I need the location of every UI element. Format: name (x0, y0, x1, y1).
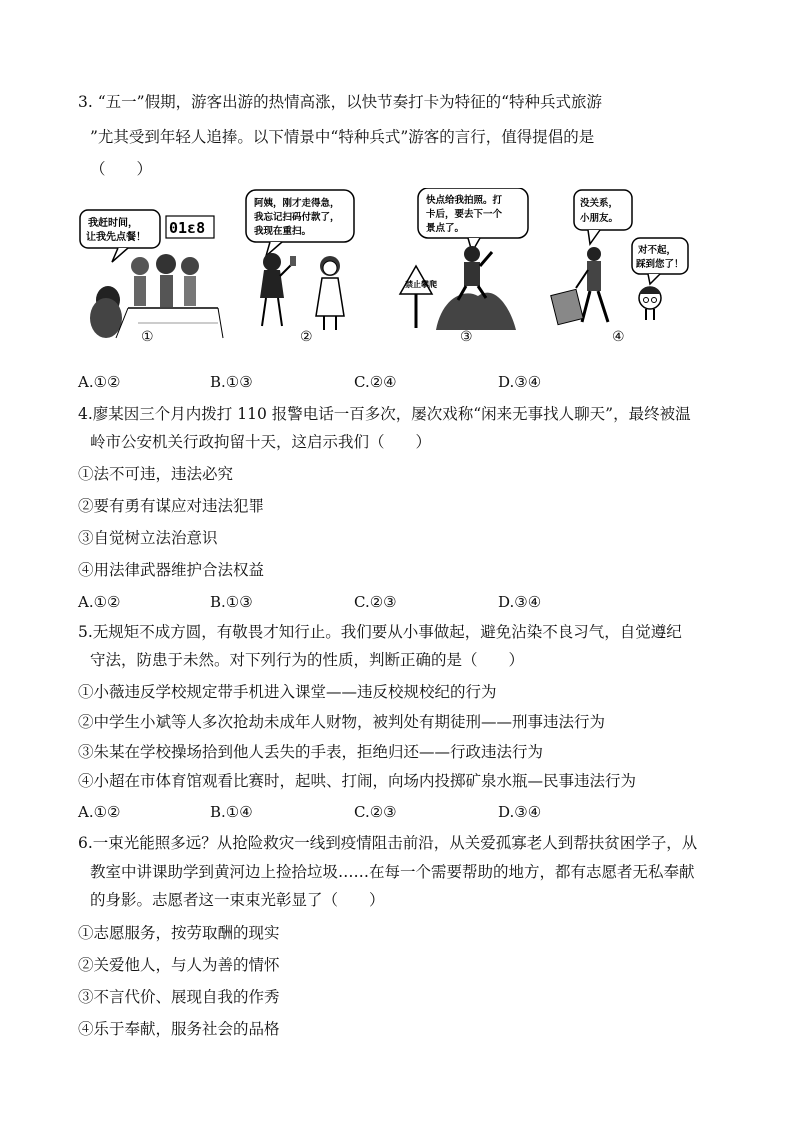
q3-stem-line-2: ”尤其受到年轻人追捧。以下情景中“特种兵式”游客的言行，值得提倡的是 (90, 128, 595, 146)
q3-panel-3-bubble-line-1: 快点给我拍照。打 (426, 195, 503, 206)
svg-text:01ε8: 01ε8 (169, 219, 206, 237)
q4-item-1: ①法不可违，违法必究 (78, 465, 234, 483)
q5-item-4: ④小超在市体育馆观看比赛时，起哄、打闹，向场内投掷矿泉水瓶—民事违法行为 (78, 772, 637, 790)
cartoon-restaurant-illustration (78, 188, 228, 348)
q5-choices (78, 802, 578, 822)
q5-stem-line-2: 守法，防患于未然。对下列行为的性质，判断正确的是（ ） (90, 651, 525, 669)
q3-choice-b[interactable]: B.①③ (210, 373, 253, 391)
q6-item-4: ④乐于奉献，服务社会的品格 (78, 1020, 280, 1038)
q3-panel-3-number: ③ (460, 329, 473, 345)
q3-cartoon-panel-4 (548, 188, 698, 348)
q3-panel-3-bubble-line-2: 卡后，要去下一个 (426, 209, 503, 220)
q5-choice-b[interactable]: B.①④ (210, 803, 253, 821)
q4-choice-d[interactable]: D.③④ (498, 593, 542, 611)
q6-item-1: ①志愿服务，按劳取酬的现实 (78, 924, 280, 942)
q3-cartoon-panel-1 (78, 188, 228, 348)
q3-choice-c[interactable]: C.②④ (354, 373, 397, 391)
q4-choice-a[interactable]: A.①② (78, 593, 121, 611)
q4-stem-line-1: 4.廖某因三个月内拨打 110 报警电话一百多次，屡次戏称“闲来无事找人聊天”，最终被温 (78, 405, 691, 423)
q3-panel-2-number: ② (300, 329, 313, 345)
q3-panel-4-bubble-line-1: 没关系， (580, 198, 619, 209)
q3-stem-line-1: 3. “五一”假期，游客出游的热情高涨，以快节奏打卡为特征的“特种兵式旅游 (78, 93, 602, 111)
q3-panel-2-bubble-line-1: 阿姨，刚才走得急， (254, 198, 340, 209)
q3-choice-a[interactable]: A.①② (78, 373, 121, 391)
cartoon-scan-payment-illustration (240, 188, 390, 348)
q3-panel-2-bubble-line-2: 我忘记扫码付款了， (254, 212, 340, 223)
q3-panel-4-bubble-line-2: 小朋友。 (580, 213, 619, 224)
q6-stem-line-3: 的身影。志愿者这一束束光彰显了（ ） (90, 891, 385, 909)
q3-panel-1-bubble-line-2: 让我先点餐！ (86, 232, 146, 243)
cartoon-climbing-illustration (398, 188, 548, 348)
q5-item-1: ①小薇违反学校规定带手机进入课堂——违反校规校纪的行为 (78, 683, 497, 701)
q5-item-2: ②中学生小斌等人多次抢劫未成年人财物，被判处有期徒刑——刑事违法行为 (78, 713, 606, 731)
q6-stem-line-2: 教室中讲课助学到黄河边上捡拾垃圾……在每一个需要帮助的地方，都有志愿者无私奉献 (90, 863, 695, 881)
q4-item-4: ④用法律武器维护合法权益 (78, 561, 265, 579)
q6-item-3: ③不言代价、展现自我的作秀 (78, 988, 280, 1006)
q4-stem-line-2: 岭市公安机关行政拘留十天，这启示我们（ ） (90, 433, 432, 451)
q3-panel-1-bubble-line-1: 我赶时间， (88, 218, 138, 229)
q5-choice-a[interactable]: A.①② (78, 803, 121, 821)
q6-stem-line-1: 6.一束光能照多远？从抢险救灾一线到疫情阻击前沿，从关爱孤寡老人到帮扶贫困学子，从 (78, 834, 698, 852)
q3-panel-3-warning-sign: 禁止攀爬 (405, 280, 437, 289)
cartoon-apology-illustration (548, 188, 698, 348)
q3-panel-1-number: ① (141, 329, 154, 345)
q3-panel-4-number: ④ (612, 329, 625, 345)
q4-choice-b[interactable]: B.①③ (210, 593, 253, 611)
q5-item-3: ③朱某在学校操场拾到他人丢失的手表，拒绝归还——行政违法行为 (78, 743, 544, 761)
q3-panel-2-bubble-line-3: 我现在重扫。 (254, 226, 312, 237)
q3-choice-d[interactable]: D.③④ (498, 373, 542, 391)
q4-choices (78, 592, 578, 612)
q3-panel-3-bubble-line-3: 景点了。 (426, 223, 465, 234)
q6-item-2: ②关爱他人，与人为善的情怀 (78, 956, 280, 974)
q3-cartoon-panel-3 (398, 188, 548, 348)
q5-stem-line-1: 5.无规矩不成方圆，有敬畏才知行止。我们要从小事做起，避免沾染不良习气，自觉遵纪 (78, 623, 682, 641)
q3-cartoon-panel-2 (240, 188, 390, 348)
q3-answer-blank: （ ） (90, 160, 153, 178)
q4-item-3: ③自觉树立法治意识 (78, 529, 218, 547)
q3-panel-4-bubble2-line-1: 对不起， (638, 245, 677, 256)
q4-item-2: ②要有勇有谋应对违法犯罪 (78, 497, 265, 515)
q5-choice-d[interactable]: D.③④ (498, 803, 542, 821)
q3-choices (78, 372, 578, 392)
q5-choice-c[interactable]: C.②③ (354, 803, 397, 821)
q3-panel-4-bubble2-line-2: 踩到您了！ (636, 259, 684, 270)
q4-choice-c[interactable]: C.②③ (354, 593, 397, 611)
